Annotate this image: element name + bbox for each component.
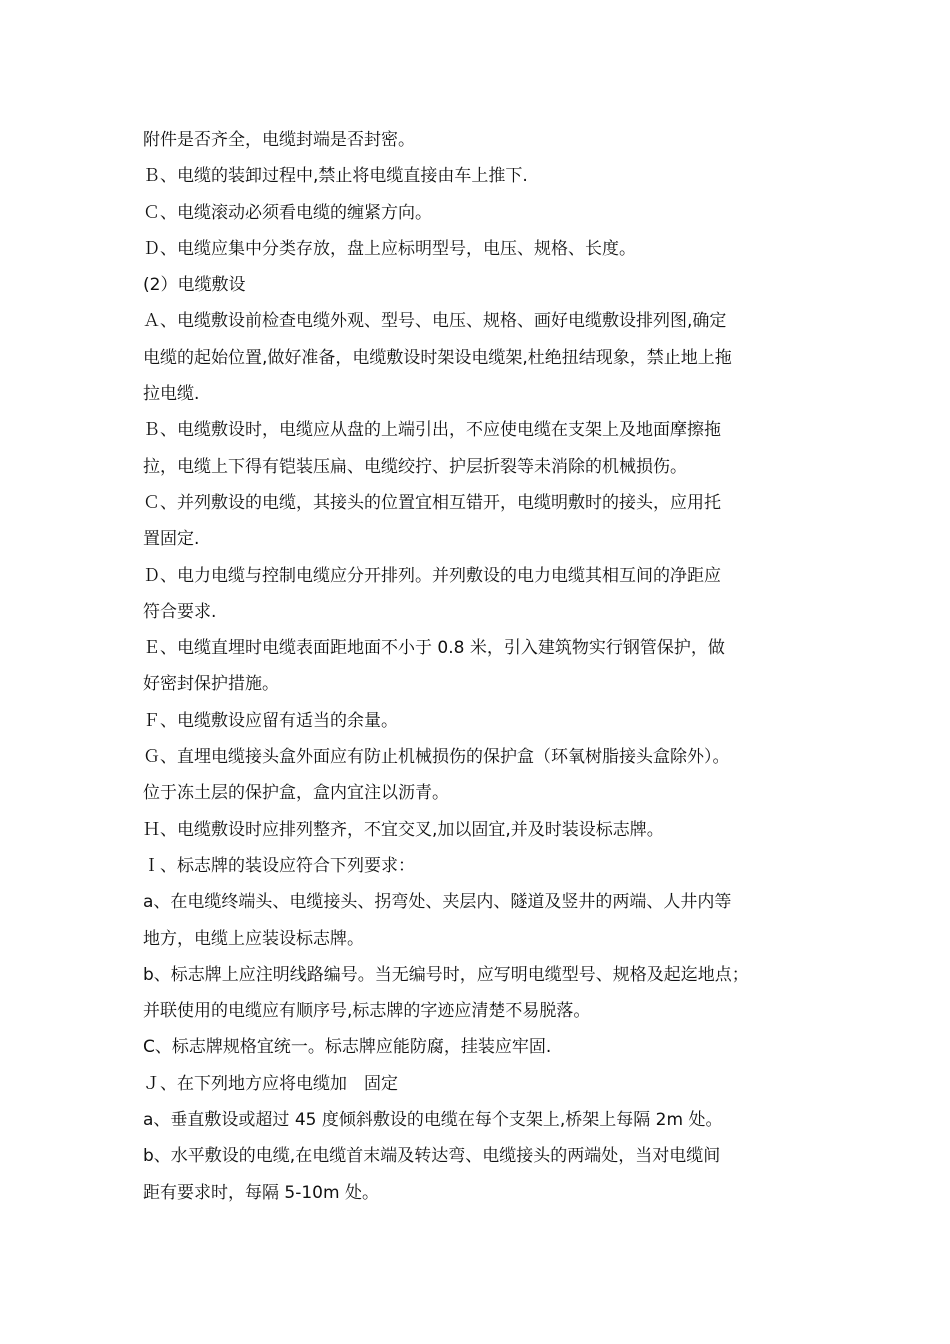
text-line: a、在电缆终端头、电缆接头、拐弯处、夹层内、隧道及竖井的两端、人井内等 [143,892,732,913]
text-line: a、垂直敷设或超过 45 度倾斜敷设的电缆在每个支架上,桥架上每隔 2m 处。 [143,1110,723,1131]
text-line: Ｃ、电缆滚动必须看电缆的缠紧方向。 [143,202,432,223]
text-line: Ｂ、电缆的装卸过程中,禁止将电缆直接由车上推下. [143,166,528,187]
text-line: C、标志牌规格宜统一。标志牌应能防腐，挂装应牢固. [143,1037,552,1058]
section-heading: (2）电缆敷设 [143,275,246,296]
text-line: 符合要求. [143,601,217,622]
text-line: Ｄ、电力电缆与控制电缆应分开排列。并列敷设的电力电缆其相互间的净距应 [143,565,721,586]
text-line: b、标志牌上应注明线路编号。当无编号时，应写明电缆型号、规格及起迄地点； [143,964,749,985]
text-line: 拉电缆. [143,384,200,405]
text-line: Ｈ、电缆敷设时应排列整齐，不宜交叉,加以固宜,并及时装设标志牌。 [143,819,664,840]
text-line: Ｊ、在下列地方应将电缆加 固定 [143,1073,398,1094]
text-line: 置固定. [143,529,200,550]
text-line: Ｆ、电缆敷设应留有适当的余量。 [143,710,398,731]
text-line: 距有要求时，每隔 5-10m 处。 [143,1182,379,1203]
text-line: Ｂ、电缆敷设时，电缆应从盘的上端引出，不应使电缆在支架上及地面摩擦拖 [143,420,721,441]
document-body [143,122,823,1211]
text-line: 并联使用的电缆应有顺序号,标志牌的字迹应清楚不易脱落。 [143,1001,591,1022]
text-line: 位于冻土层的保护盒，盒内宜注以沥青。 [143,783,449,804]
text-line: Ｉ、标志牌的装设应符合下列要求： [143,855,415,876]
text-line: 附件是否齐全，电缆封端是否封密。 [143,130,415,150]
text-line: 地方，电缆上应装设标志牌。 [143,928,364,949]
text-line: b、水平敷设的电缆,在电缆首末端及转达弯、电缆接头的两端处，当对电缆间 [143,1146,721,1167]
text-line: Ａ、电缆敷设前检查电缆外观、型号、电压、规格、画好电缆敷设排列图,确定 [143,311,727,332]
text-line: Ｄ、电缆应集中分类存放，盘上应标明型号，电压、规格、长度。 [143,238,636,259]
text-line: Ｇ、直埋电缆接头盒外面应有防止机械损伤的保护盒（环氧树脂接头盒除外）。 [143,747,730,768]
text-line: Ｃ、并列敷设的电缆，其接头的位置宜相互错开，电缆明敷时的接头，应用托 [143,492,721,513]
text-line: 电缆的起始位置,做好准备，电缆敷设时架设电缆架,杜绝扭结现象，禁止地上拖 [143,347,732,368]
text-line: Ｅ、电缆直埋时电缆表面距地面不小于 0.8 米，引入建筑物实行钢管保护，做 [143,638,725,659]
text-line: 拉，电缆上下得有铠装压扁、电缆绞拧、护层折裂等未消除的机械损伤。 [143,456,687,477]
text-line: 好密封保护措施。 [143,674,279,695]
